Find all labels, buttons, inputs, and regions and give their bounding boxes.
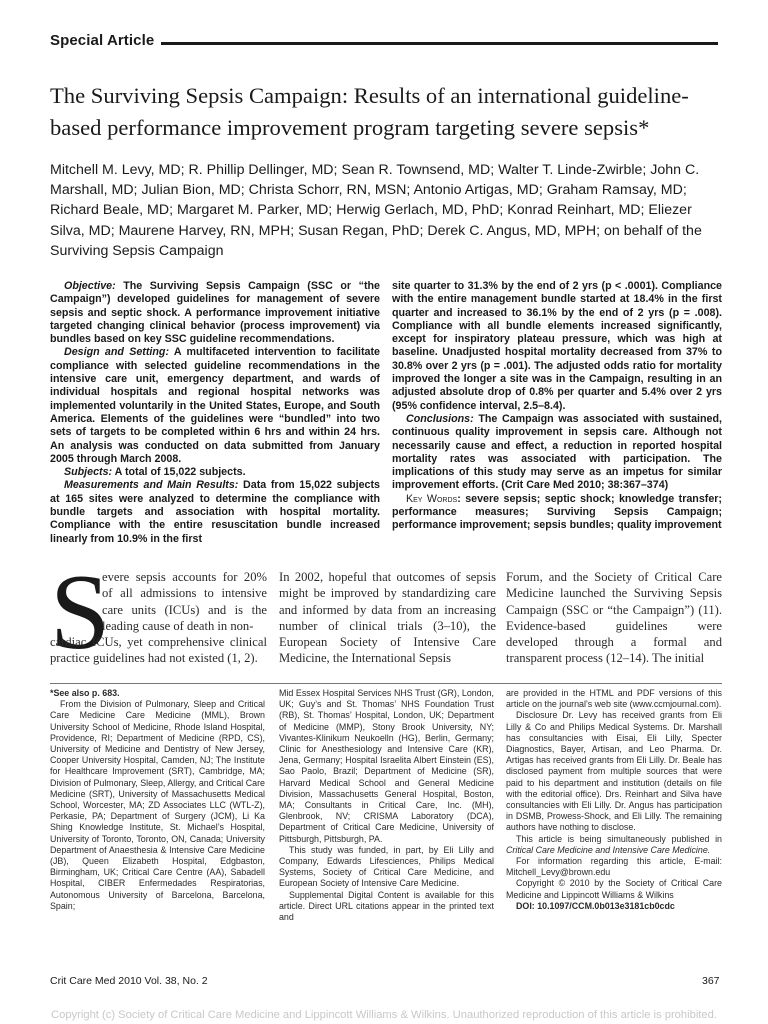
abstract-conclusions	[392, 413, 722, 493]
funding-note: This study was funded, in part, by Eli Lilly and Company, Edwards Lifesciences, Philips Medical Systems, Society of Critical Care Medicine, and European Society of Intensive Care Medicine.	[279, 844, 494, 889]
conclusions-heading: Conclusions:	[406, 412, 474, 425]
affiliations-part-2: Mid Essex Hospital Services NHS Trust (GR), London, UK; Guy’s and St. Thomas’ NHS Foundation Trust (RB), St. Thomas’ Hospital, London, UK; Department of Medicine (MMP), Stony Brook University, NY; Vivantes-Klinikum Neukoelln (HG), Berlin, Germany; Clinic for Anesthesiology and Intensive Care (KR), Jena, Germany; Hospital Israelita Albert Einstein (ES), Sao Paolo, Brazil; Department of Medicine (SR), Harvard Medical School and General Medicine Division, Massachusetts General Hospital, Boston, MA; Consultants in Critical Care, Inc. (MH), Glenbrook, NV; CRISMA Laboratory (DCA), Department of Critical Care Medicine, University of Pittsburgh, Pittsburgh, PA.	[279, 688, 494, 844]
disclosure-note: Disclosure Dr. Levy has received grants from Eli Lilly & Co and Philips Medical Systems. Dr. Marshall has consultancies with Eisai, Eli Lilly, Specter Diagnostics, Bayer, Artisan, and Leo Pharma. Dr. Artigas has received grants from Eli Lilly. Dr. Beale has disclosed payment from multiple sources that were paid to his department and institution (details on file with the editorial office). Drs. Reinhart and Silva have consultancies with Eli Lilly. Dr. Angus has participation in DSMB, Prowess-Shock, and Eli Lilly. The remaining authors have nothing to disclose.	[506, 710, 722, 833]
abstract-subjects	[50, 466, 380, 479]
journal-names: Critical Care Medicine and Intensive Care Medicine.	[506, 844, 711, 855]
section-rule	[161, 42, 718, 45]
supplemental-note-continued: are provided in the HTML and PDF versions of this article on the journal’s web site (www.ccmjournal.com).	[506, 688, 722, 710]
footnote-column-3	[506, 688, 722, 912]
keywords-text: : severe sepsis; septic shock; knowledge transfer; performance measures; Surviving Sepsis Campaign; performance improvement; sepsis bundles; quality improvement	[392, 492, 722, 532]
body-column-3	[506, 569, 722, 667]
design-text: A multifaceted intervention to facilitate compliance with selected guideline recommendations in the intensive care unit, emergency department, and wards of individual hospitals and regional hospital networks was implemented voluntarily in the United States, Europe, and South America. Elements of the guidelines were “bundled” into two sets of targets to be completed within 6 hrs and within 24 hrs. An analysis was conducted on data submitted from January 2005 through March 2008.	[50, 346, 380, 465]
footnote-divider	[50, 683, 722, 684]
simultaneous-text: This article is being simultaneously published in	[516, 833, 722, 844]
body-column-1-wrapped	[102, 569, 267, 634]
measurements-heading: Measurements and Main Results:	[64, 479, 239, 492]
article-title: The Surviving Sepsis Campaign: Results of an international guideline-based performance improvement program targeting severe sepsis*	[50, 83, 689, 140]
page-number: 367	[702, 975, 720, 987]
supplemental-note: Supplemental Digital Content is available for this article. Direct URL citations appear in the printed text and	[279, 889, 494, 923]
subjects-heading: Subjects:	[64, 466, 113, 479]
affiliations-part-1: From the Division of Pulmonary, Sleep and Critical Care Medicine Care Medicine (MML), Brown University School of Medicine, Rhode Island Hospital, Providence, RI; Department of Medicine (RPD, CS), University of Medicine and Dentistry of New Jersey, Cooper University Hospital, Camden, NJ; The Institute for Healthcare Improvement (SRT), Cambridge, MA; Division of Pulmonary, Sleep, Allergy, and Critical Care Medicine (SRT), University of Massachusetts Medical School, Worcester, MA; ZD Associates LLC (WTL-Z), Perkasie, PA; Department of Surgery (JCM), Li Ka Shing Knowledge Institute, St. Michael’s Hospital, University of Toronto, Toronto, ON, Canada; University Department of Anaesthesia & Intensive Care Medicine (JB), Queen Elizabeth Hospital, Edgbaston, Birmingham, UK; Critical Care Centre (AA), Sabadell Hospital, CIBER Enfermedades Respiratorias, Autonomous University of Barcelona, Barcelona, Spain;	[50, 699, 265, 911]
abstract-objective	[50, 280, 380, 346]
measurements-continued: site quarter to 31.3% by the end of 2 yrs (p < .0001). Compliance with the entire management bundle started at 18.4% in the first quarter and increased to 36.1% by the end of 2 yrs (p = .008). Compliance with all bundle elements increased significantly, except for inspiratory plateau pressure, which was high at baseline. Unadjusted hospital mortality decreased from 37% to 30.8% over 2 yrs (p = .001). The adjusted odds ratio for mortality improved the longer a site was in the Campaign, resulting in an adjusted absolute drop of 0.8% per quarter and 5.4% over 2 yrs (95% confidence interval, 2.5–8.4).	[392, 280, 722, 412]
measurements-text: Data from 15,022 subjects at 165 sites were analyzed to determine the compliance with bundle targets and association with hospital mortality. Compliance with the entire resuscitation bundle increased linearly from 10.9% in the first	[50, 479, 380, 545]
see-also-note: *See also p. 683.	[50, 688, 120, 698]
footnote-column-1	[50, 688, 265, 912]
footnote-column-2	[279, 688, 494, 923]
body-column-1	[50, 634, 267, 667]
correspondence-note: For information regarding this article, E-mail: Mitchell_Levy@brown.edu	[506, 856, 722, 878]
body-text: evere sepsis accounts for 20% of all admissions to intensive care units (ICUs) and is the leading cause of death in non-	[102, 570, 267, 633]
conclusions-text: The Campaign was associated with sustained, continuous quality improvement in sepsis care. Although not necessarily cause and effect, a reduction in reported hospital mortality rates was associated with participation. The implications of this study may serve as an impetus for similar improvement efforts. (Crit Care Med 2010; 38:367–374)	[392, 412, 722, 492]
abstract-measurements	[50, 479, 380, 545]
doi: DOI: 10.1097/CCM.0b013e3181cb0cdc	[516, 900, 675, 911]
objective-text: The Surviving Sepsis Campaign (SSC or “the Campaign”) developed guidelines for management of severe sepsis and septic shock. A performance improvement initiative targeted changing clinical behavior (process improvement) via bundles based on key SSC guideline recommendations.	[50, 280, 380, 346]
journal-citation: Crit Care Med 2010 Vol. 38, No. 2	[50, 975, 208, 987]
abstract-design	[50, 346, 380, 466]
simultaneous-publication-note	[506, 834, 722, 856]
abstract-keywords	[392, 493, 722, 533]
copyright-watermark: Copyright (c) Society of Critical Care Medicine and Lippincott Williams & Wilkins. Unauthorized reproduction of this article is prohibited.	[51, 1009, 717, 1021]
drop-cap: S	[50, 553, 111, 672]
body-text: cardiac ICUs, yet comprehensive clinical practice guidelines had not existed (1, 2).	[50, 635, 267, 666]
body-text: Forum, and the Society of Critical Care Medicine launched the Surviving Sepsis Campaign (SSC or “the Campaign”) (11). Evidence-based guidelines were developed through a formal and transparent process (12–14). The initial	[506, 570, 722, 666]
section-label: Special Article	[50, 32, 155, 49]
copyright-note: Copyright © 2010 by the Society of Critical Care Medicine and Lippincott Williams & Wilkins	[506, 878, 722, 900]
keywords-heading: Key Words	[406, 492, 458, 505]
body-text: In 2002, hopeful that outcomes of sepsis might be improved by standardizing care and informed by data from an increasing number of clinical trials (3–10), the European Society of Intensive Care Medicine, the International Sepsis	[279, 570, 496, 666]
abstract-left-column	[50, 280, 380, 546]
abstract-right-column	[392, 280, 722, 533]
subjects-text: A total of 15,022 subjects.	[112, 466, 246, 479]
body-column-2	[279, 569, 496, 667]
objective-heading: Objective:	[64, 280, 116, 292]
author-list: Mitchell M. Levy, MD; R. Phillip Dellinger, MD; Sean R. Townsend, MD; Walter T. Linde-Zwirble; John C. Marshall, MD; Julian Bion, MD; Christa Schorr, RN, MSN; Antonio Artigas, MD; Graham Ramsay, MD; Richard Beale, MD; Margaret M. Parker, MD; Herwig Gerlach, MD, PhD; Konrad Reinhart, MD; Eliezer Silva, MD; Maurene Harvey, RN, MPH; Susan Regan, PhD; Derek C. Angus, MD, MPH; on behalf of the Surviving Sepsis Campaign	[50, 162, 702, 259]
design-heading: Design and Setting:	[64, 346, 170, 359]
